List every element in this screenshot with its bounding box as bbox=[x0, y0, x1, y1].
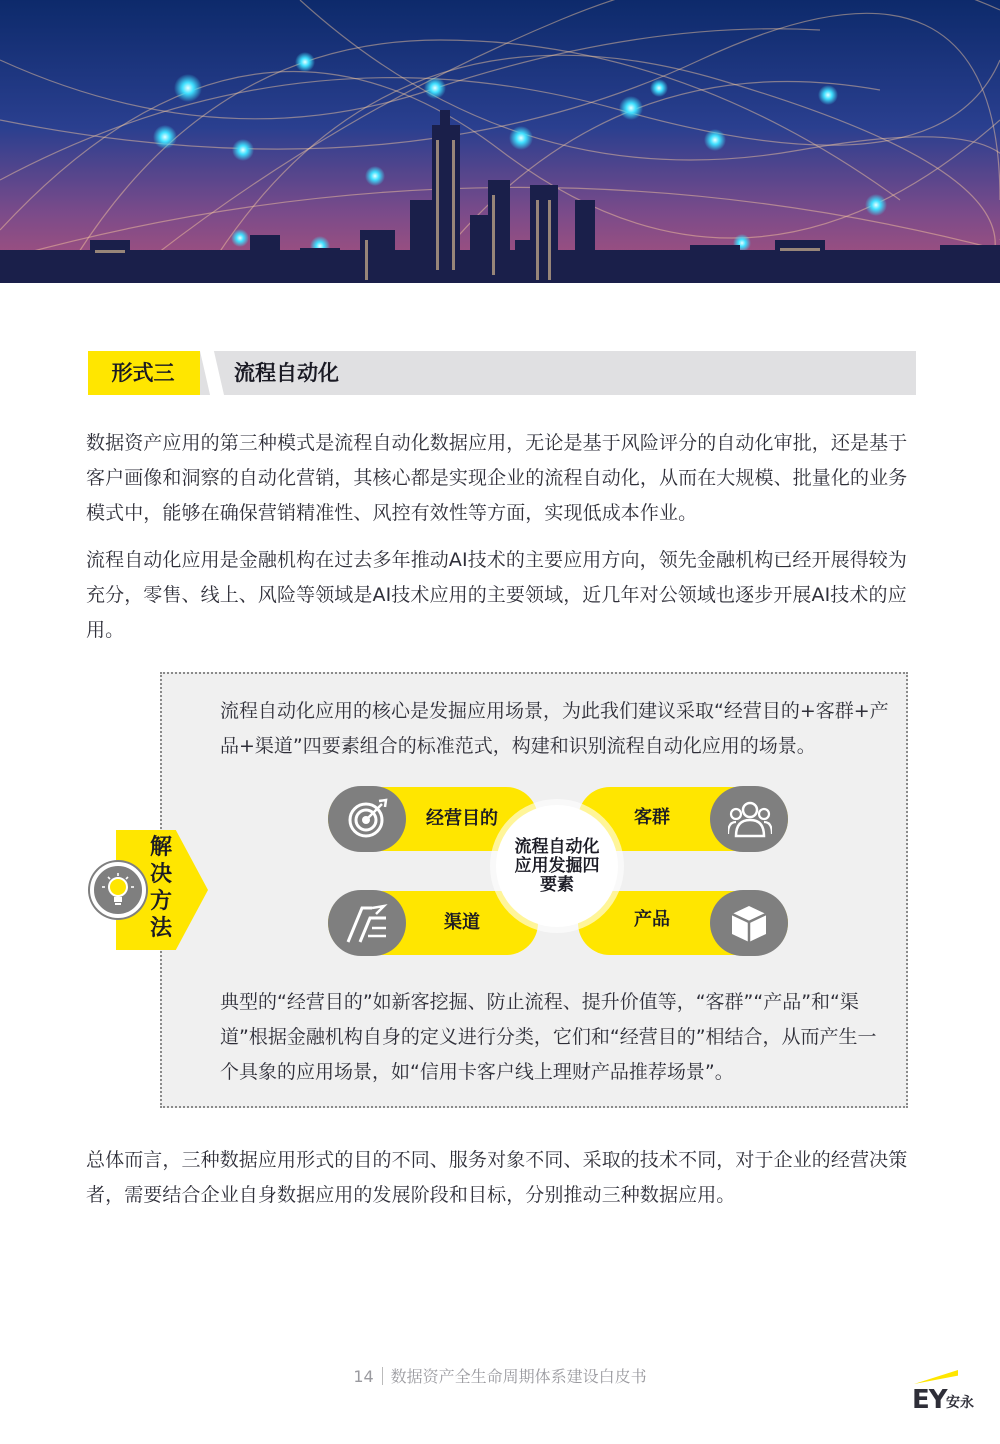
paragraph-ai-application: 流程自动化应用是金融机构在过去多年推动AI技术的主要应用方向，领先金融机构已经开展得较为充分，零售、线上、风险等领域是AI技术应用的主要领域，近几年对公领域也逐步开展AI技术的应用。 bbox=[86, 549, 908, 641]
ey-logo-text: EY bbox=[912, 1385, 947, 1415]
solution-tab-label: 解决方法 bbox=[149, 835, 172, 941]
box-product-icon bbox=[710, 890, 788, 956]
paragraph-intro: 数据资产应用的第三种模式是流程自动化数据应用，无论是基于风险评分的自动化审批，还是基于客户画像和洞察的自动化营销，其核心都是实现企业的流程自动化，从而在大规模、批量化的业务模式中，能够在确保营销精准性、风控有效性等方面，实现低成本作业。 bbox=[86, 432, 908, 524]
ey-logo-beam bbox=[914, 1370, 958, 1384]
solution-tab bbox=[86, 830, 208, 950]
footer-separator bbox=[382, 1367, 383, 1385]
page-number: 14 bbox=[353, 1367, 374, 1386]
section-header bbox=[88, 351, 916, 395]
section-label: 形式三 bbox=[111, 361, 175, 385]
element-customer-label: 客群 bbox=[634, 807, 670, 828]
element-purpose-label: 经营目的 bbox=[426, 808, 498, 829]
lightbulb-icon bbox=[90, 862, 146, 918]
people-group-icon bbox=[710, 786, 788, 852]
hero-image-city-network bbox=[0, 0, 1000, 283]
element-channel-label: 渠道 bbox=[444, 912, 480, 933]
document-title: 数据资产全生命周期体系建设白皮书 bbox=[390, 1367, 647, 1386]
element-product-label: 产品 bbox=[634, 909, 670, 930]
paragraph-summary: 总体而言，三种数据应用形式的目的不同、服务对象不同、采取的技术不同，对于企业的经营决策者，需要结合企业自身数据应用的发展阶段和目标，分别推动三种数据应用。 bbox=[86, 1149, 908, 1206]
ey-logo-chinese: 安永 bbox=[946, 1395, 974, 1411]
ey-logo bbox=[912, 1370, 982, 1416]
target-icon bbox=[328, 786, 406, 852]
solution-intro-text: 流程自动化应用的核心是发掘应用场景，为此我们建议采取“经营目的+客群+产品+渠道”四要素组合的标准范式，构建和识别流程自动化应用的场景。 bbox=[220, 700, 889, 757]
road-channel-icon bbox=[328, 890, 406, 956]
center-label: 流程自动化应用发掘四要素 bbox=[514, 837, 600, 895]
element-product bbox=[578, 891, 788, 955]
page-footer bbox=[0, 1366, 1000, 1388]
section-title: 流程自动化 bbox=[234, 361, 339, 385]
solution-outro-text: 典型的“经营目的”如新客挖掘、防止流程、提升价值等，“客群”“产品”和“渠道”根据金融机构自身的定义进行分类，它们和“经营目的”相结合，从而产生一个具象的应用场景，如“信用卡客户线上理财产品推荐场景”。 bbox=[220, 991, 877, 1083]
